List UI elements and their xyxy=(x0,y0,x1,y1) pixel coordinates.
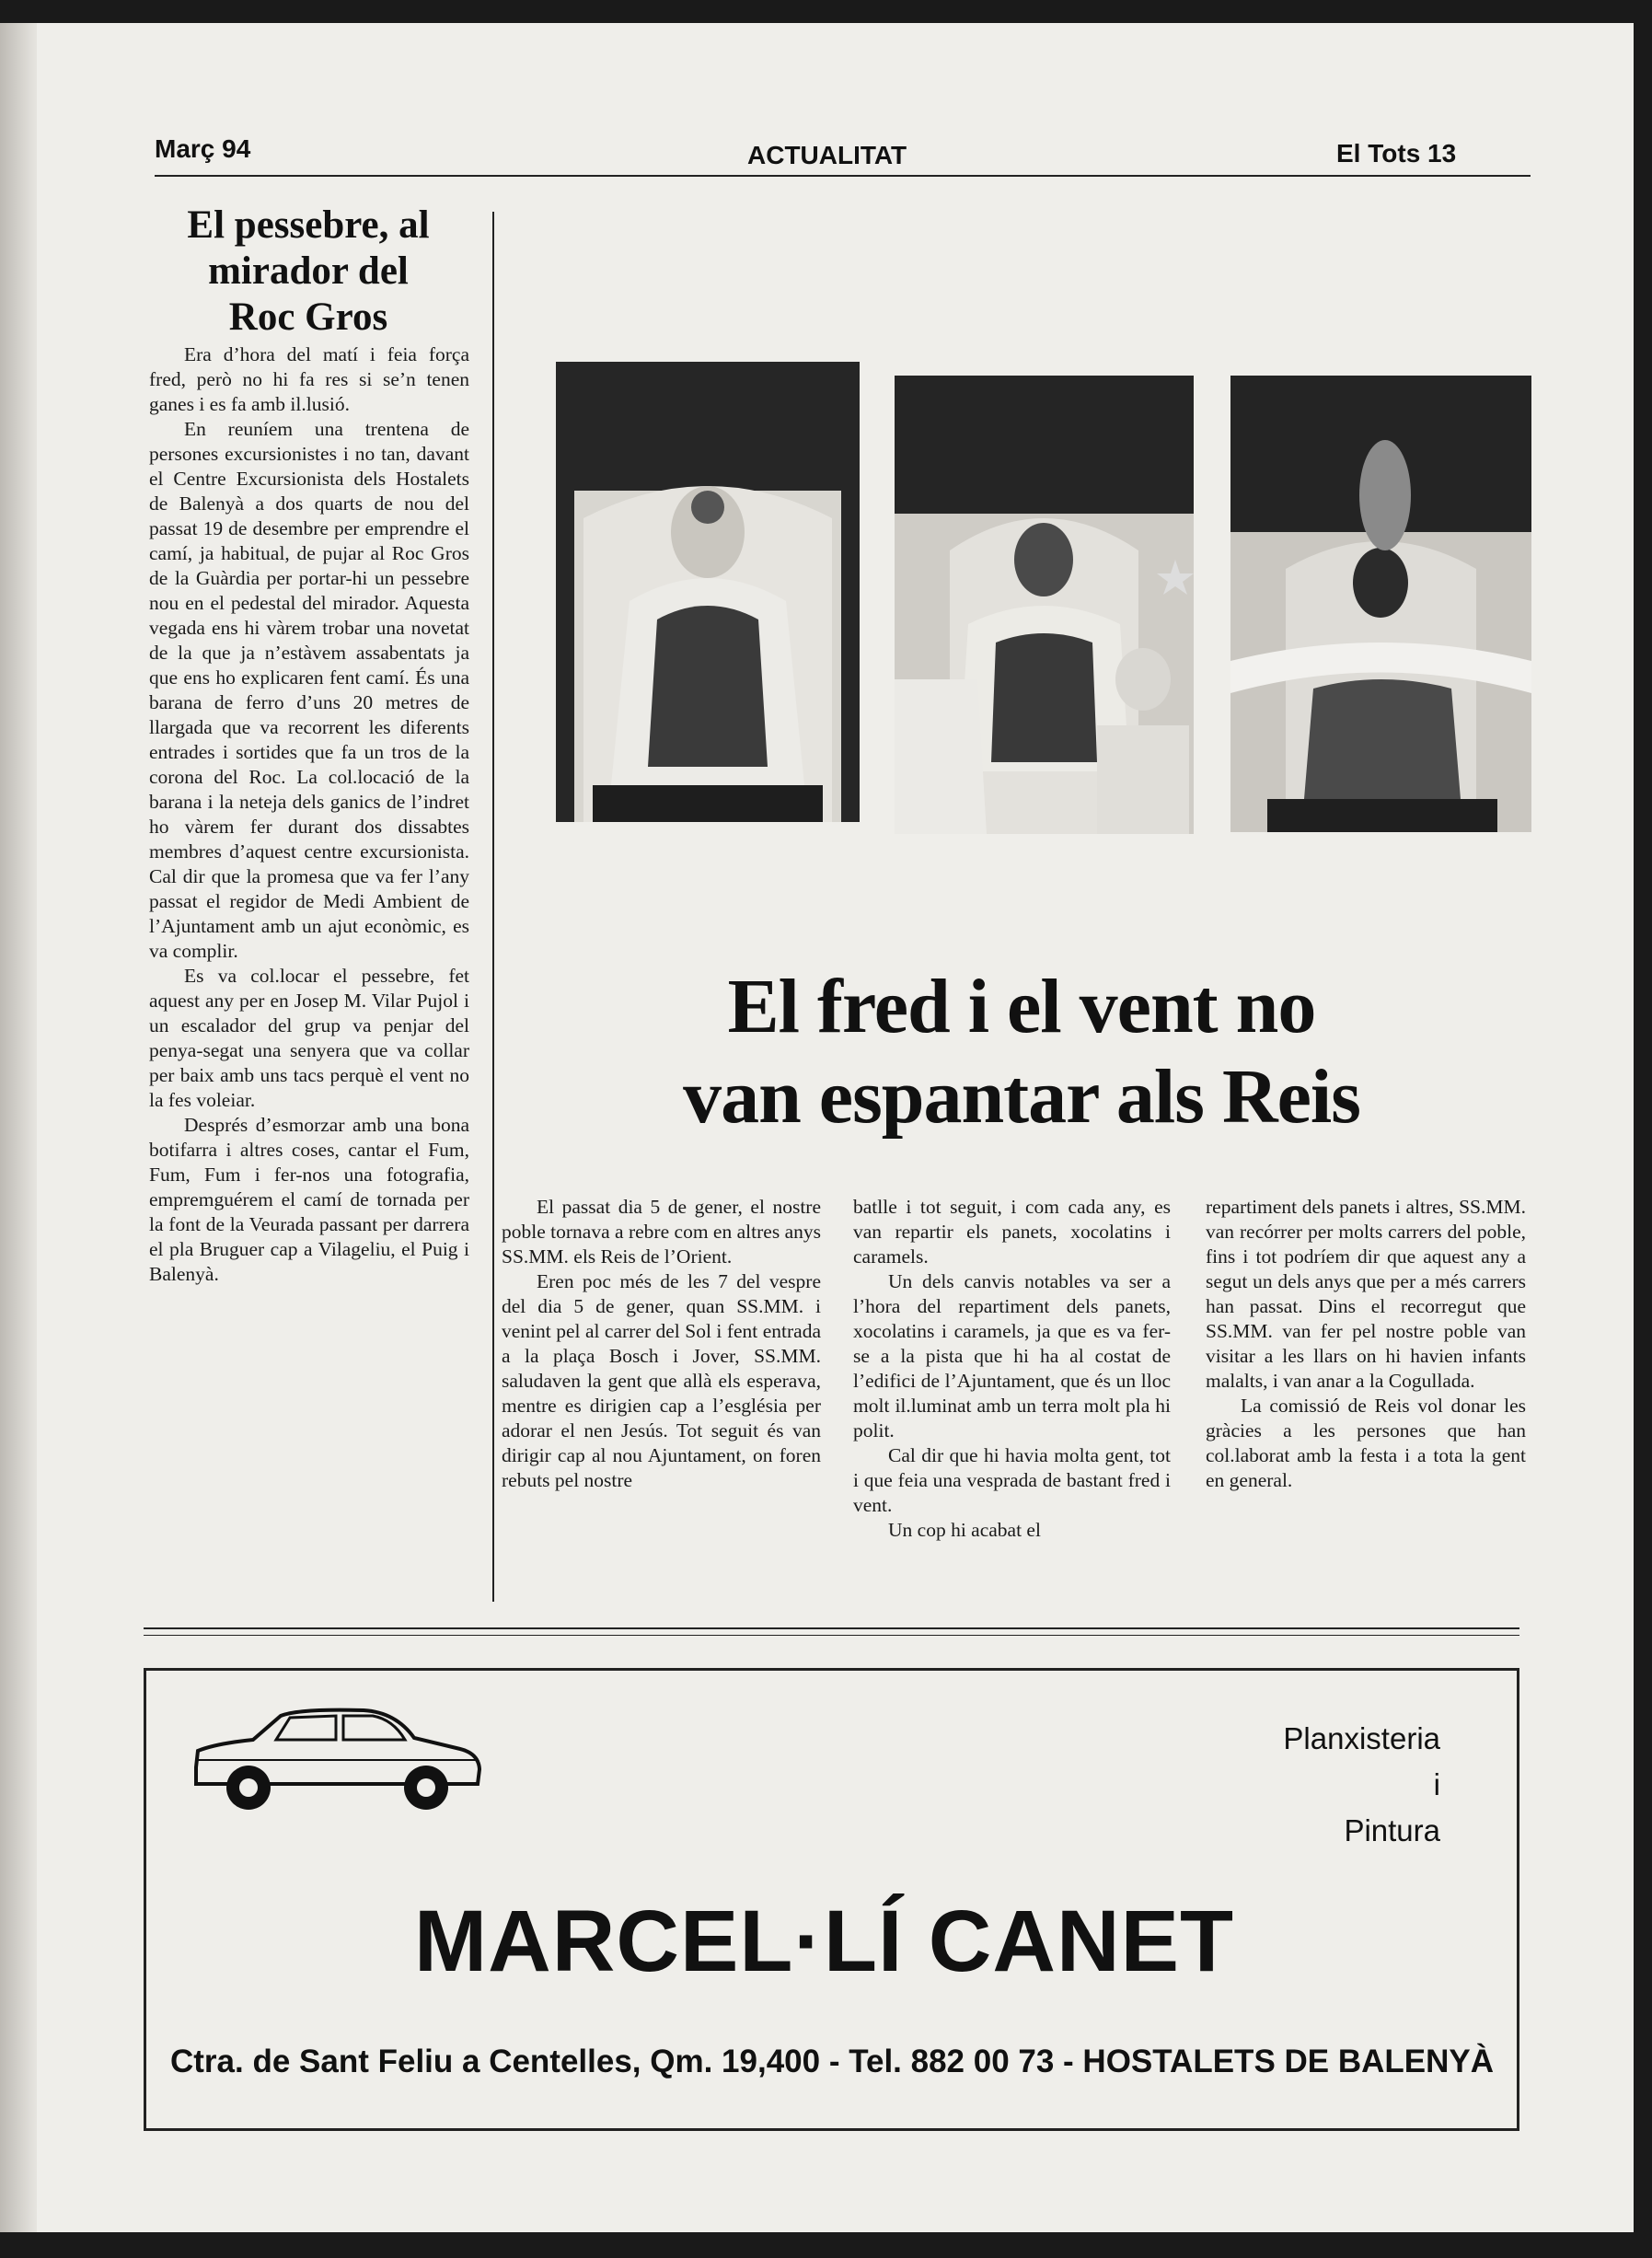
left-article-title: El pessebre, al mirador del Roc Gros xyxy=(187,203,430,339)
paragraph: batlle i tot seguit, i com cada any, es van repartir els panets, xocolatins i caramels. xyxy=(853,1196,1171,1268)
main-article-column-3 xyxy=(1206,1195,1526,1493)
main-article-column-2 xyxy=(853,1195,1171,1543)
photo-king-balthazar xyxy=(1230,376,1531,832)
paragraph: En reuníem una trentena de persones excursionistes i no tan, davant el Centre Excursionista dels Hostalets de Balenyà a dos quarts de nou del passat 19 de desembre per emprendre el camí, ja habitual, de pujar al Roc Gros de la Guàrdia per portar-hi un pessebre nou en el pedestal del mirador. Aquesta vegada ens hi vàrem trobar una novetat de la que ja n’estàvem assabentats ja que ens ho explicaren fent camí. És una barana de ferro d’uns 20 metres de llargada que va recorrent les diferents entrades i sortides que fa un tros de la corona del Roc. La col.locació de la barana i la neteja dels ganics de l’indret ho vàrem fer durant dos dissabtes membres d’aquest centre excursionista. Cal dir que la promesa que va fer l’any passat el regidor de Medi Ambient de l’Ajuntament amb un ajut econòmic, es va complir. xyxy=(149,418,469,962)
paragraph: repartiment dels panets i altres, SS.MM. van recórrer per molts carrers del poble, fins i tot podríem dir que aquest any a segut un dels anys que per a més carrers han passat. Dins el recorregut que SS.MM. van fer pel nostre poble van visitar a les llars on hi havien infants malalts, i van anar a la Cogullada. xyxy=(1206,1196,1526,1392)
ad-business-name: MARCEL·LÍ CANET xyxy=(414,1893,1235,1990)
paragraph: La comissió de Reis vol donar les gràcies a les persones que han col.laborat amb la festa i a tota la gent en general. xyxy=(1206,1395,1526,1491)
ad-service-line-3: Pintura xyxy=(1344,1813,1440,1847)
paragraph: Després d’esmorzar amb una bona botifarra i altres coses, cantar el Fum, Fum, Fum i fer-nos una fotografia, empremguérem el camí de tornada per la font de la Veurada passant per darrera el pla Bruguer cap a Vilageliu, el Puig i Balenyà. xyxy=(149,1114,469,1285)
paragraph: Eren poc més de les 7 del vespre del dia 5 de gener, quan SS.MM. i venint pel al carrer del Sol i fent entrada a la plaça Bosch i Jover, SS.MM. saludaven la gent que allà els esperava, mentre es dirigien cap a l’església per adorar el nen Jesús. Tot seguit és van dirigir cap al nou Ajuntament, on foren rebuts pel nostre xyxy=(502,1270,821,1491)
column-divider xyxy=(492,212,494,1602)
section-title: ACTUALITAT xyxy=(747,141,907,169)
paragraph: Un dels canvis notables va ser a l’hora del repartiment dels panets, xocolatins i caramels, ja que es va fer-se a la pista que hi ha al costat de l’edifici de l’Ajuntament, que és un lloc molt il.luminat amb un terra molt pla hi polit. xyxy=(853,1270,1171,1442)
main-article-title: El fred i el vent no van espantar als Reis xyxy=(683,964,1360,1140)
ad-service-line-2: i xyxy=(1433,1767,1440,1801)
left-article-body xyxy=(149,342,469,1287)
ad-service-line-1: Planxisteria xyxy=(1283,1721,1440,1755)
header-rule xyxy=(155,175,1531,177)
paragraph: Es va col.locar el pessebre, fet aquest any per en Josep M. Vilar Pujol i un escalador del grup va penjar del penya-segat una senyera que va collar per baix amb uns tacs perquè el vent no la fes voleiar. xyxy=(149,965,469,1111)
paragraph: Cal dir que hi havia molta gent, tot i que feia una vesprada de bastant fred i vent. xyxy=(853,1444,1171,1516)
section-rule-top xyxy=(144,1627,1519,1629)
page-number: El Tots 13 xyxy=(1336,139,1457,168)
photo-king-gaspar xyxy=(895,376,1194,834)
ad-address: Ctra. de Sant Feliu a Centelles, Qm. 19,400 - Tel. 882 00 73 - HOSTALETS DE BALENYÀ xyxy=(170,2044,1495,2079)
paragraph: Un cop hi acabat el xyxy=(888,1519,1041,1541)
car-icon xyxy=(189,1703,483,1823)
section-rule-bottom xyxy=(144,1635,1519,1636)
photo-king-melchior xyxy=(556,362,860,822)
paragraph: El passat dia 5 de gener, el nostre poble tornava a rebre com en altres anys SS.MM. els Reis de l’Orient. xyxy=(502,1196,821,1268)
main-article-column-1 xyxy=(502,1195,821,1493)
issue-date: Març 94 xyxy=(155,134,251,163)
paragraph: Era d’hora del matí i feia força fred, però no hi fa res si se’n tenen ganes i es fa amb il.lusió. xyxy=(149,343,469,415)
